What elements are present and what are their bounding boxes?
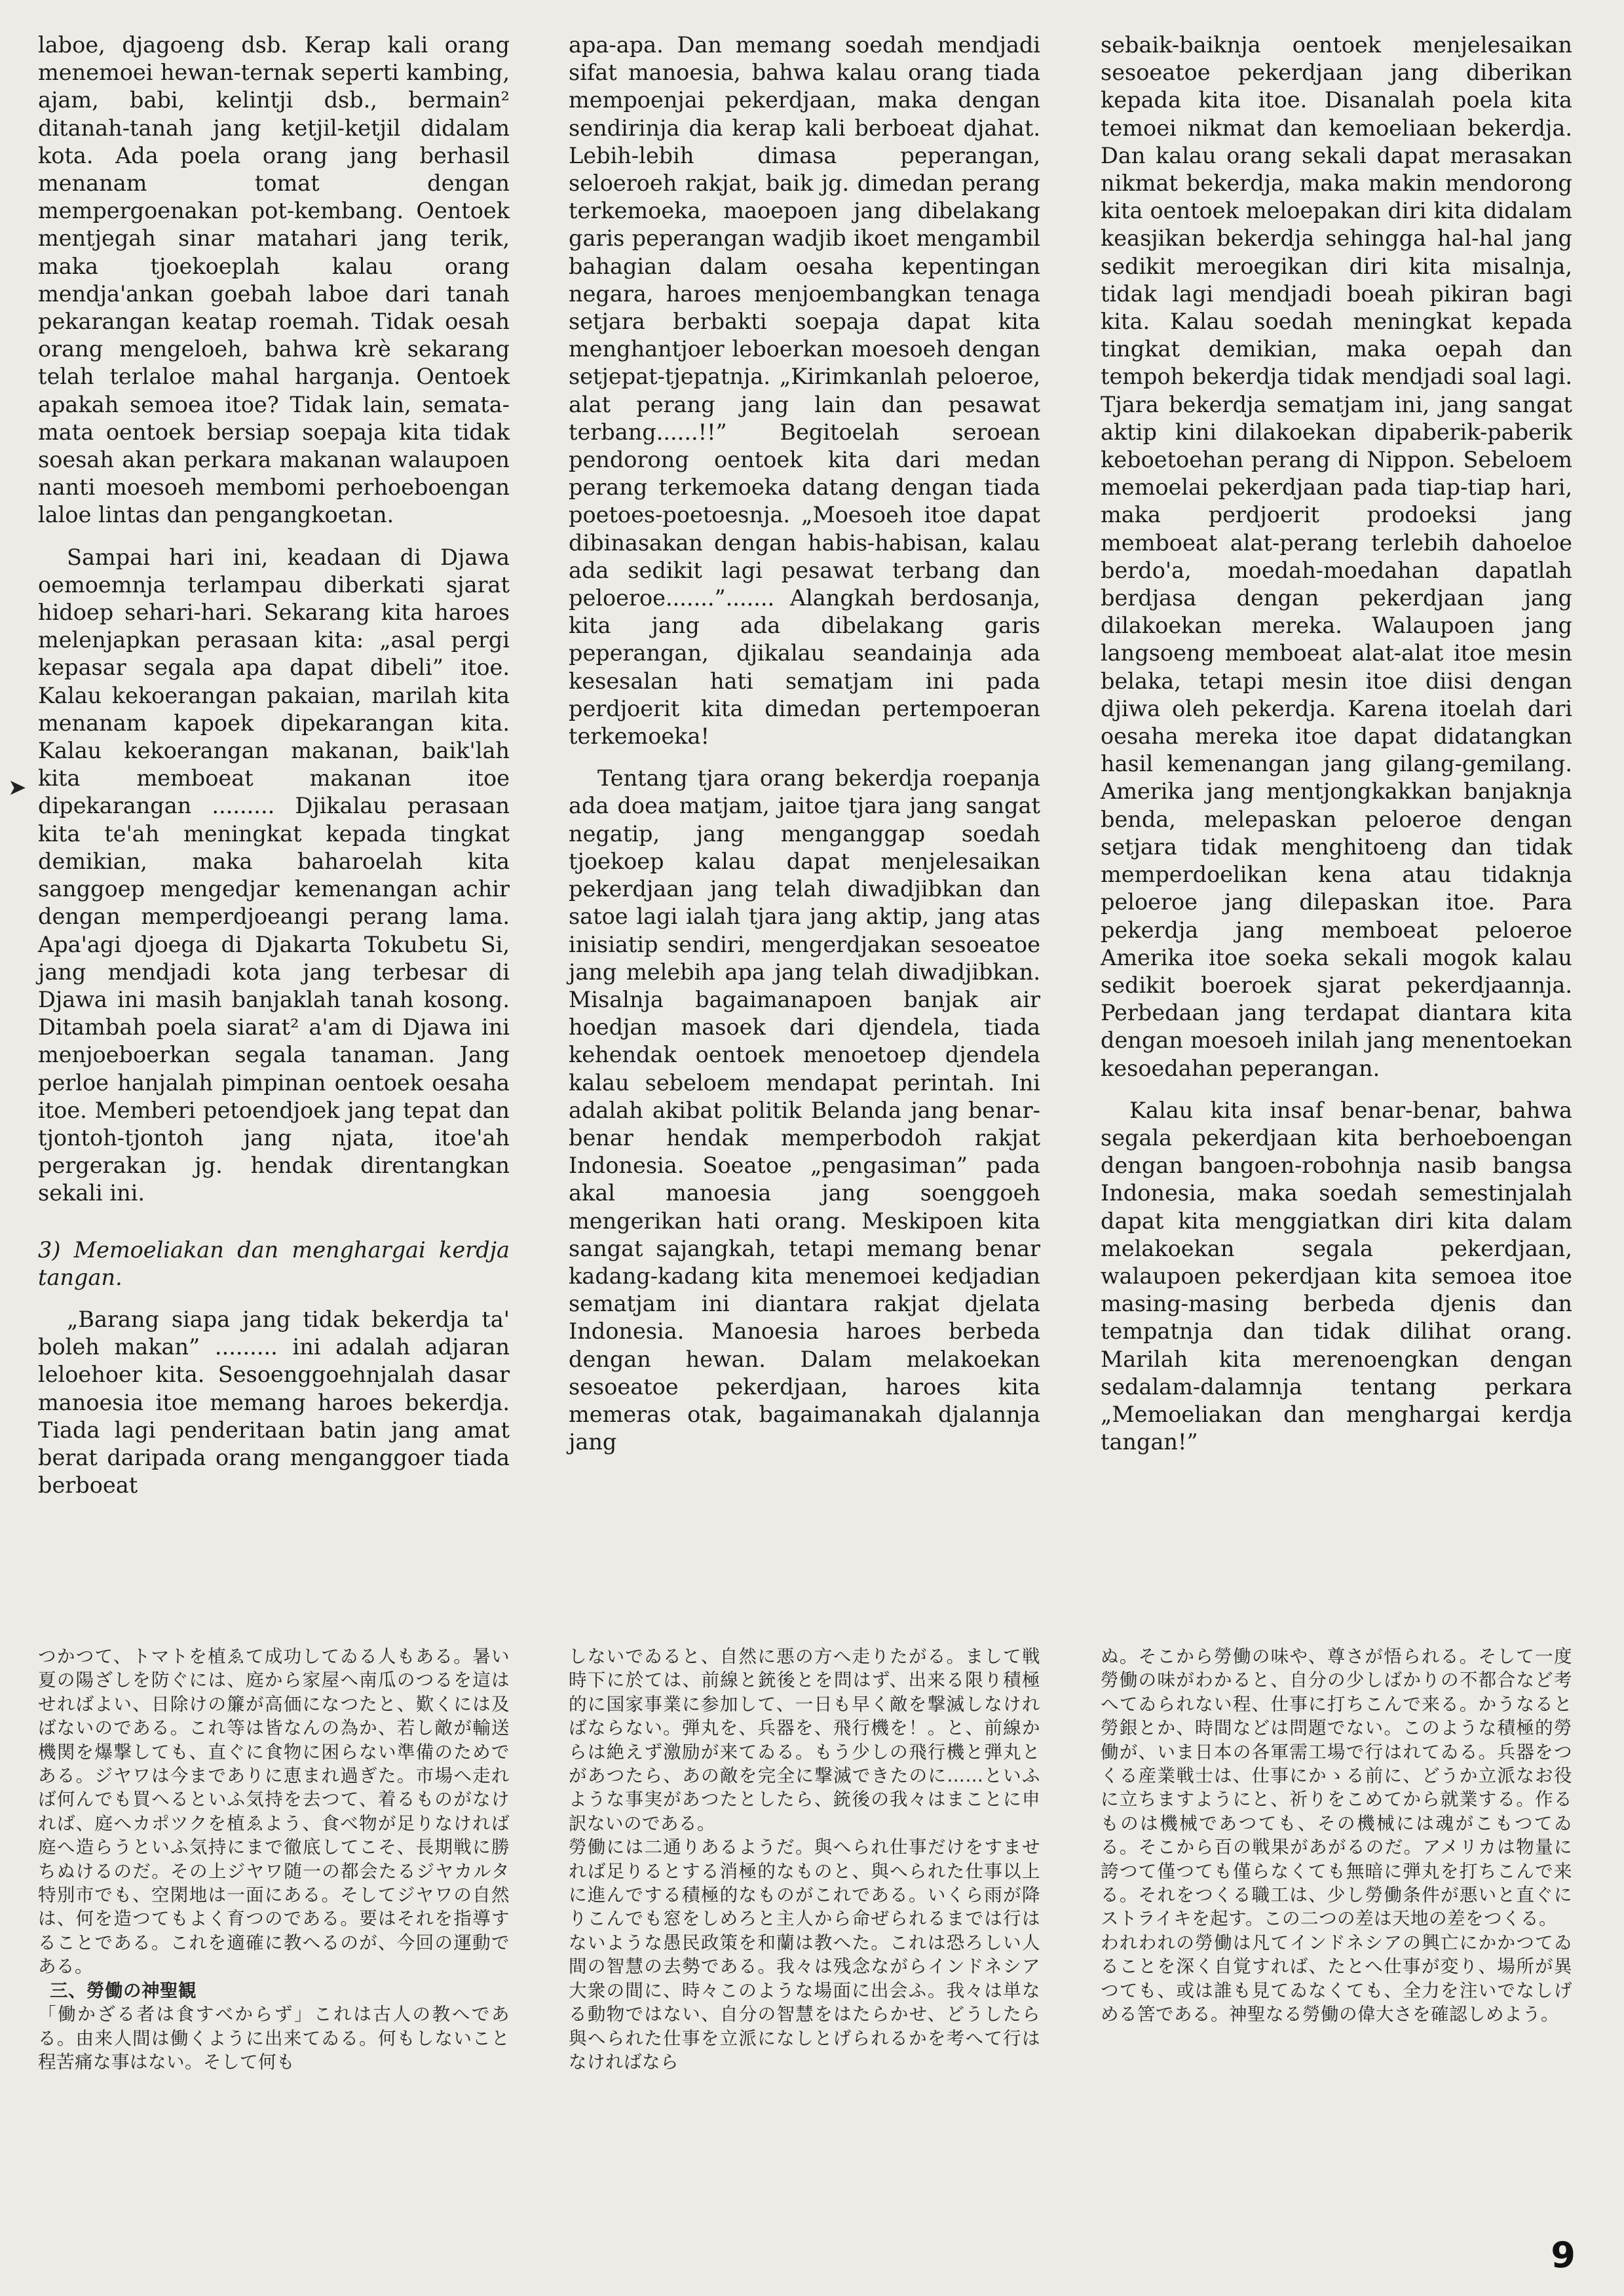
indonesian-column-2	[569, 31, 1040, 1456]
paragraph: Tentang tjara orang bekerdja roepanja ada doea matjam, jaitoe tjara jang sangat negatip, jang menganggap soedah tjoekoep kalau dapat menjelesaikan pekerdjaan jang telah diwadjibkan dan satoe lagi ialah tjara jang aktip, jang atas inisiatip sendiri, mengerdjakan sesoeatoe jang melebih apa jang telah diwadjibkan. Misalnja bagaimanapoen banjak air hoedjan masoek dari djendela, tiada kehendak oentoek menoetoep djendela kalau sebeloem mendapat perintah. Ini adalah akibat politik Belanda jang benar-benar hendak memperbodoh rakjat Indonesia. Soeatoe „pengasiman” pada akal manoesia jang soenggoeh mengerikan hati orang. Meskipoen kita sangat sajangkah, tetapi memang benar kadang-kadang kita menemoei kedjadian sematjam ini diantara rakjat djelata Indonesia. Manoesia haroes berbeda dengan hewan. Dalam melakoekan sesoeatoe pekerdjaan, haroes kita memeras otak, bagaimanakah djalannja jang	[569, 765, 1040, 1455]
japanese-column-3	[1101, 1645, 1572, 2027]
japanese-paragraph: 「働かざる者は食すべからず」これは古人の教へである。由来人間は働くように出来てゐる。何もしないこと程苦痛な事はない。そして何も	[38, 2004, 510, 2073]
section-heading: 3) Memoeliakan dan menghargai kerdja tangan.	[38, 1236, 510, 1290]
japanese-paragraph: 勞働には二通りあるようだ。與へられ仕事だけをすませれば足りるとする消極的なものと、與へられた仕事以上に進んでする積極的なものがこれである。いくら雨が降りこんでも窓をしめろと主人から命ぜられるまでは行はないような愚民政策を和蘭は教へた。これは恐ろしい人間の智慧の去勢である。我々は残念ながらインドネシア大衆の間に、時々このような場面に出会ふ。我々は単なる動物ではない、自分の智慧をはたらかせ、どうしたら與へられた仕事を立派になしとげられるかを考へて行はなければなら	[569, 1837, 1040, 2073]
page-number: 9	[1551, 2234, 1576, 2276]
paragraph: sebaik-baiknja oentoek menjelesaikan sesoeatoe pekerdjaan jang diberikan kepada kita itoe. Disanalah poela kita temoei nikmat dan kemoeliaan bekerdja. Dan kalau orang sekali dapat merasakan nikmat bekerdja, maka makin mendorong kita oentoek meloepakan diri kita didalam keasjikan bekerdja sehingga hal-hal jang sedikit meroegikan diri kita misalnja, tidak lagi mendjadi boeah pikiran bagi kita. Kalau soedah meningkat kepada tingkat demikian, maka oepah dan tempoh bekerdja tidak mendjadi soal lagi. Tjara bekerdja sematjam ini, jang sangat aktip kini dilakoekan dipaberik-paberik keboetoehan perang di Nippon. Sebeloem memoelai pekerdjaan pada tiap-tiap hari, maka perdjoerit prodoeksi jang memboeat alat-perang terlebih dahoeloe berdo'a, moedah-moedahan dapatlah berdjasa dengan pekerdjaan jang dilakoekan mereka. Walaupoen jang langsoeng memboeat alat-alat itoe mesin belaka, tetapi mesin itoe diisi dengan djiwa oleh pekerdja. Karena itoelah dari oesaha mereka itoe dapat didatangkan hasil kemenangan jang gilang-gemilang. Amerika jang mentjongkakkan banjaknja benda, melepaskan peloeroe dengan setjara tidak menghitoeng dan tidak memperdoelikan kena atau tidaknja peloeroe jang dilepaskan itoe. Para pekerdja jang memboeat peloeroe Amerika itoe soeka sekali mogok kalau sedikit boeroek sjarat pekerdjaannja. Perbedaan jang terdapat diantara kita dengan moesoeh inilah jang menentoekan kesoedahan peperangan.	[1101, 32, 1572, 1081]
paragraph: Sampai hari ini, keadaan di Djawa oemoemnja terlampau diberkati sjarat hidoep sehari-hari. Sekarang kita haroes melenjapkan perasaan kita: „asal pergi kepasar segala apa dapat dibeli” itoe. Kalau kekoerangan pakaian, marilah kita menanam kapoek dipekarangan kita. Kalau kekoerangan makanan, baik'lah kita memboeat makanan itoe dipekarangan ......... Djikalau perasaan kita te'ah meningkat kepada tingkat demikian, maka baharoelah kita sanggoep mengedjar kemenangan achir dengan memperdjoeangi perang lama. Apa'agi djoega di Djakarta Tokubetu Si, jang mendjadi kota jang terbesar di Djawa ini masih banjaklah tanah kosong. Ditambah poela siarat² a'am di Djawa ini menjoeboerkan segala tanaman. Jang perloe hanjalah pimpinan oentoek oesaha itoe. Memberi petoendjoek jang tepat dan tjontoh-tjontoh jang njata, itoe'ah pergerakan jg. hendak direntangkan sekali ini.	[38, 544, 510, 1206]
margin-arrow-mark: ➤	[8, 775, 27, 801]
japanese-paragraph: つかつて、トマトを植ゑて成功してゐる人もある。暑い夏の陽ざしを防ぐには、庭から家屋へ南瓜のつるを這はせればよい、日除けの簾が高価になつたと、歎くには及ばないのである。これ等は皆なんの為か、若し敵が輸送機関を爆撃しても、直ぐに食物に困らない準備のためである。ジヤワは今までありに恵まれ過ぎた。市場へ走れば何んでも買へるといふ気持を去つて、着るものがなければ、庭へカポツクを植ゑよう、食べ物が足りなければ庭へ造らうといふ気持にまで徹底してこそ、長期戦に勝ちぬけるのだ。その上ジヤワ随一の都会たるジヤカルタ特別市でも、空閑地は一面にある。そしてジヤワの自然は、何を造つてもよく育つのである。要はそれを指導することである。これを適確に教へるのが、今回の運動である。	[38, 1646, 510, 1978]
paragraph: Kalau kita insaf benar-benar, bahwa segala pekerdjaan kita berhoeboengan dengan bangoen-robohnja nasib bangsa Indonesia, maka soedah semestinjalah dapat kita menggiatkan diri kita dalam melakoekan segala pekerdjaan, walaupoen pekerdjaan kita semoea itoe masing-masing berbeda djenis dan tempatnja dan tidak dilihat orang. Marilah kita merenoengkan dengan sedalam-dalamnja tentang perkara „Memoeliakan dan menghargai kerdja tangan!”	[1101, 1097, 1572, 1455]
japanese-column-2	[569, 1645, 1040, 2074]
paragraph: apa-apa. Dan memang soedah mendjadi sifat manoesia, bahwa kalau orang tiada mempoenjai pekerdjaan, maka dengan sendirinja dia kerap kali berboeat djahat. Lebih-lebih dimasa peperangan, seloeroeh rakjat, baik jg. dimedan perang terkemoeka, maoepoen jang dibelakang garis peperangan wadjib ikoet mengambil bahagian dalam oesaha kepentingan negara, haroes menjoembangkan tenaga setjara berbakti soepaja dapat kita menghantjoer leboerkan moesoeh dengan setjepat-tjepatnja. „Kirimkanlah peloeroe, alat perang jang lain dan pesawat terbang......!!” Begitoelah seroean pendorong oentoek kita dari medan perang terkemoeka datang dengan tiada poetoes-poetoesnja. „Moesoeh itoe dapat dibinasakan dengan habis-habisan, kalau ada sedikit lagi pesawat terbang dan peloeroe.......”....... Alangkah berdosanja, kita jang ada dibelakang garis peperangan, djikalau seandainja ada kesesalan hati sematjam ini pada perdjoerit kita dimedan pertempoeran terkemoeka!	[569, 32, 1040, 750]
japanese-column-1	[38, 1645, 510, 2074]
japanese-paragraph: われわれの勞働は凡てインドネシアの興亡にかかつてゐることを深く自覚すれば、たとへ仕事が変り、場所が異つても、或は誰も見てゐなくても、全力を注いでなしげめる筈である。神聖なる勞働の偉大さを確認しめよう。	[1101, 1932, 1572, 2025]
japanese-paragraph: ぬ。そこから勞働の味や、尊さが悟られる。そして一度勞働の味がわかると、自分の少しばかりの不都合など考へてゐられない程、仕事に打ちこんで来る。かうなると勞銀とか、時間などは問題でない。このような積極的勞働が、いま日本の各軍需工場で行はれてゐる。兵器をつくる産業戦士は、仕事にかゝる前に、どうか立派なお役に立ちますようにと、祈りをこめてから就業する。作るものは機械であつても、その機械には魂がこもつてゐる。そこから百の戦果があがるのだ。アメリカは物量に誇つて僅つても僅らなくても無暗に弾丸を打ちこんで来る。それをつくる職工は、少し勞働条件が悪いと直ぐにストライキを起す。この二つの差は天地の差をつくる。	[1101, 1646, 1572, 1930]
japanese-section-heading: 三、勞働の神聖観	[50, 1980, 197, 2001]
indonesian-column-3	[1101, 31, 1572, 1456]
paragraph: „Barang siapa jang tidak bekerdja ta' boleh makan” ......... ini adalah adjaran leloehoer kita. Sesoenggoehnjalah dasar manoesia itoe memang haroes bekerdja. Tiada lagi penderitaan batin jang amat berat daripada orang menganggoer tiada berboeat	[38, 1306, 510, 1499]
paragraph: laboe, djagoeng dsb. Kerap kali orang menemoei hewan-ternak seperti kambing, ajam, babi, kelintji dsb., bermain² ditanah-tanah jang ketjil-ketjil didalam kota. Ada poela orang jang berhasil menanam tomat dengan mempergoenakan pot-kembang. Oentoek mentjegah sinar matahari jang terik, maka tjoekoeplah kalau orang mendja'ankan goebah laboe dari tanah pekarangan keatap roemah. Tidak oesah orang mengeloeh, bahwa krè sekarang telah terlaloe mahal harganja. Oentoek apakah semoea itoe? Tidak lain, semata-mata oentoek bersiap soepaja kita tidak soesah akan perkara makanan walaupoen nanti moesoeh membomi perhoeboengan laloe lintas dan pengangkoetan.	[38, 32, 510, 528]
indonesian-column-1	[38, 31, 510, 1499]
japanese-paragraph: しないでゐると、自然に悪の方へ走りたがる。まして戦時下に於ては、前線と銃後とを問はず、出来る限り積極的に国家事業に参加して、一日も早く敵を撃滅しなければならない。弾丸を、兵器を、飛行機を！。と、前線からは絶えず激励が来てゐる。もう少しの飛行機と弾丸とがあつたら、あの敵を完全に撃滅できたのに……といふような事実があつたとしたら、銃後の我々はまことに申訳ないのである。	[569, 1646, 1040, 1834]
